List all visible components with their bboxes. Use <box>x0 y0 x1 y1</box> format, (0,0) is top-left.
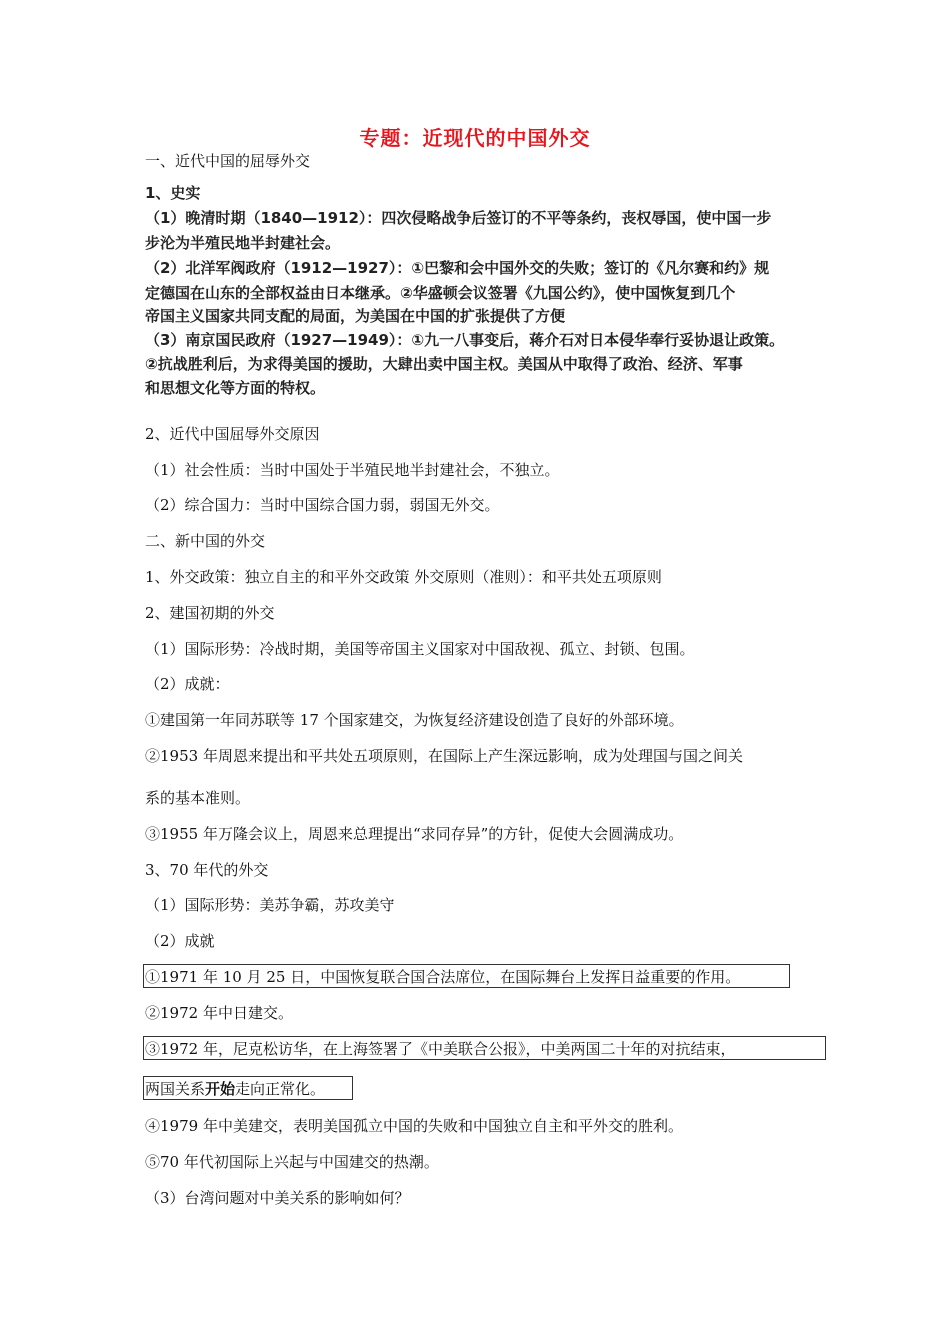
reason-item-2: （2）综合国力：当时中国综合国力弱，弱国无外交。 <box>145 496 500 514</box>
seventies-achievement-4: ④1979 年中美建交，表明美国孤立中国的失败和中国独立自主和平外交的胜利。 <box>145 1117 683 1135</box>
early-achievements-label: （2）成就： <box>145 675 230 693</box>
reason-item-1: （1）社会性质：当时中国处于半殖民地半封建社会，不独立。 <box>145 461 560 479</box>
facts-heading: 1、史实 <box>145 184 201 202</box>
facts-line-4: 定德国在山东的全部权益由日本继承。②华盛顿会议签署《九国公约》，使中国恢复到几个 <box>145 284 736 302</box>
early-achievement-3: ③1955 年万隆会议上，周恩来总理提出“求同存异”的方针，促使大会圆满成功。 <box>145 825 684 843</box>
seventies-achievement-3-cont <box>145 1079 325 1099</box>
section1-heading: 一、近代中国的屈辱外交 <box>145 152 311 170</box>
facts-line-5: 帝国主义国家共同支配的局面，为美国在中国的扩张提供了方便 <box>145 307 566 325</box>
facts-line-1: （1）晚清时期（1840—1912）：四次侵略战争后签订的不平等条约，丧权辱国，使中国一步 <box>145 209 772 227</box>
early-situation: （1）国际形势：冷战时期，美国等帝国主义国家对中国敌视、孤立、封锁、包围。 <box>145 640 695 658</box>
seventies-achievements-label: （2）成就 <box>145 932 215 950</box>
seventies-situation: （1）国际形势：美苏争霸，苏攻美守 <box>145 896 395 914</box>
normalization-text-bold: 开始 <box>205 1080 236 1098</box>
early-achievement-1: ①建国第一年同苏联等 17 个国家建交，为恢复经济建设创造了良好的外部环境。 <box>145 711 684 729</box>
reasons-heading: 2、近代中国屈辱外交原因 <box>145 425 320 443</box>
facts-line-2: 步沦为半殖民地半封建社会。 <box>145 234 341 252</box>
seventies-achievement-5: ⑤70 年代初国际上兴起与中国建交的热潮。 <box>145 1153 439 1171</box>
early-achievement-2: ②1953 年周恩来提出和平共处五项原则，在国际上产生深远影响，成为处理国与国之间关 <box>145 747 743 765</box>
facts-line-8: 和思想文化等方面的特权。 <box>145 379 326 397</box>
normalization-text-c: 走向正常化。 <box>235 1080 326 1098</box>
section2-heading: 二、新中国的外交 <box>145 532 266 550</box>
page-title: 专题：近现代的中国外交 <box>359 126 591 150</box>
facts-line-7: ②抗战胜利后，为求得美国的援助，大肆出卖中国主权。美国从中取得了政治、经济、军事 <box>145 355 743 373</box>
normalization-text-a: 两国关系 <box>145 1080 206 1098</box>
seventies-achievement-3: ③1972 年，尼克松访华，在上海签署了《中美联合公报》，中美两国二十年的对抗结束， <box>145 1040 736 1058</box>
facts-line-3: （2）北洋军阀政府（1912—1927）：①巴黎和会中国外交的失败；签订的《凡尔赛和约》规 <box>145 259 770 277</box>
facts-line-6: （3）南京国民政府（1927—1949）：①九一八事变后，蒋介石对日本侵华奉行妥协退让政策。 <box>145 331 785 349</box>
foreign-policy: 1、外交政策：独立自主的和平外交政策 外交原则（准则）：和平共处五项原则 <box>145 568 662 586</box>
seventies-heading: 3、70 年代的外交 <box>145 861 269 879</box>
taiwan-question: （3）台湾问题对中美关系的影响如何？ <box>145 1189 410 1207</box>
seventies-achievement-2: ②1972 年中日建交。 <box>145 1004 293 1022</box>
early-heading: 2、建国初期的外交 <box>145 604 275 622</box>
early-achievement-2-cont: 系的基本准则。 <box>145 789 251 807</box>
seventies-achievement-1: ①1971 年 10 月 25 日，中国恢复联合国合法席位，在国际舞台上发挥日益重要的作用。 <box>145 968 741 986</box>
